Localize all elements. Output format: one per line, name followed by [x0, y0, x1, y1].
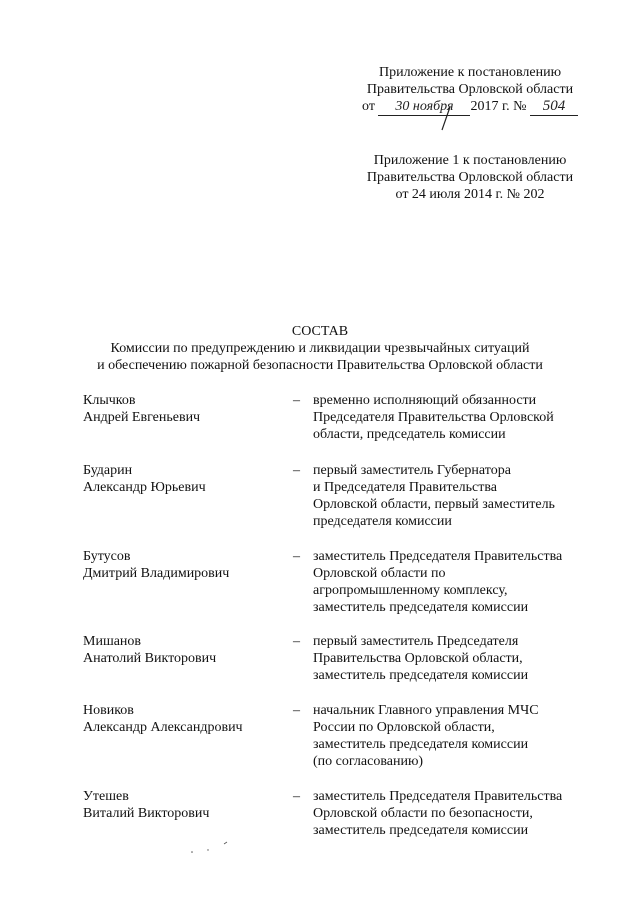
- appendix-current-line1: Приложение к постановлению: [378, 65, 562, 80]
- member-post: [313, 462, 613, 530]
- title-heading: СОСТАВ: [291, 324, 349, 339]
- scan-specks: [180, 838, 240, 858]
- member-name: [83, 702, 283, 736]
- date-prefix: от: [362, 99, 375, 114]
- member-given-names: Александр Юрьевич: [83, 480, 206, 495]
- member-post-line: Правительства Орловской области,: [313, 651, 523, 666]
- member-surname: Утешев: [83, 789, 129, 804]
- appendix-original-line2: Правительства Орловской области: [366, 170, 574, 185]
- member-post-line: Председателя Правительства Орловской: [313, 410, 554, 425]
- member-surname: Клычков: [83, 393, 136, 408]
- member-post-line: Орловской области по: [313, 566, 446, 581]
- member-post-line: (по согласованию): [313, 754, 424, 769]
- appendix-current-block: [340, 64, 600, 116]
- member-given-names: Александр Александрович: [83, 720, 243, 735]
- member-surname: Новиков: [83, 703, 134, 718]
- member-dash: –: [293, 634, 300, 649]
- member-post-line: агропромышленному комплексу,: [313, 583, 508, 598]
- member-post-line: области, председатель комиссии: [313, 427, 506, 442]
- member-name: [83, 788, 283, 822]
- member-post-line: заместитель председателя комиссии: [313, 600, 529, 615]
- title-line1: Комиссии по предупреждению и ликвидации чрезвычайных ситуаций: [110, 341, 530, 356]
- member-post-line: председателя комиссии: [313, 514, 452, 529]
- member-post-line: заместитель председателя комиссии: [313, 668, 529, 683]
- member-post-line: первый заместитель Губернатора: [313, 463, 511, 478]
- member-post-line: заместитель председателя комиссии: [313, 737, 529, 752]
- member-dash: –: [293, 393, 300, 408]
- handwritten-number: 504: [530, 98, 578, 116]
- member-post-line: заместитель Председателя Правительства: [313, 789, 563, 804]
- member-dash: –: [293, 789, 300, 804]
- appendix-current-line2: Правительства Орловской области: [366, 82, 574, 97]
- member-name: [83, 462, 283, 496]
- member-dash: –: [293, 463, 300, 478]
- member-post: [313, 548, 613, 616]
- member-post: [313, 788, 613, 839]
- member-dash: –: [293, 703, 300, 718]
- appendix-original-line3: от 24 июля 2014 г. № 202: [395, 187, 545, 202]
- member-post-line: Орловской области по безопасности,: [313, 806, 533, 821]
- member-dash: –: [293, 549, 300, 564]
- appendix-current-date-line: [340, 98, 600, 116]
- year-suffix: 2017 г. №: [470, 99, 527, 114]
- appendix-original-block: [340, 152, 600, 203]
- member-given-names: Анатолий Викторович: [83, 651, 217, 666]
- member-surname: Бутусов: [83, 549, 131, 564]
- member-post-line: и Председателя Правительства: [313, 480, 498, 495]
- member-given-names: Андрей Евгеньевич: [83, 410, 201, 425]
- member-post-line: временно исполняющий обязанности: [313, 393, 537, 408]
- signature-stroke: [438, 106, 458, 132]
- title-line2: и обеспечению пожарной безопасности Правительства Орловской области: [97, 358, 543, 373]
- member-post-line: Орловской области, первый заместитель: [313, 497, 555, 512]
- member-post-line: первый заместитель Председателя: [313, 634, 519, 649]
- member-post-line: заместитель Председателя Правительства: [313, 549, 563, 564]
- member-given-names: Виталий Викторович: [83, 806, 210, 821]
- handwritten-date: 30 ноября: [378, 98, 470, 116]
- member-post-line: заместитель председателя комиссии: [313, 823, 529, 838]
- member-post: [313, 392, 613, 443]
- member-post-line: России по Орловской области,: [313, 720, 495, 735]
- member-post: [313, 702, 613, 770]
- member-name: [83, 392, 283, 426]
- member-name: [83, 633, 283, 667]
- appendix-original-line1: Приложение 1 к постановлению: [373, 153, 567, 168]
- member-surname: Мишанов: [83, 634, 142, 649]
- member-surname: Бударин: [83, 463, 133, 478]
- member-post: [313, 633, 613, 684]
- document-title: [0, 323, 640, 374]
- member-given-names: Дмитрий Владимирович: [83, 566, 230, 581]
- member-post-line: начальник Главного управления МЧС: [313, 703, 539, 718]
- member-name: [83, 548, 283, 582]
